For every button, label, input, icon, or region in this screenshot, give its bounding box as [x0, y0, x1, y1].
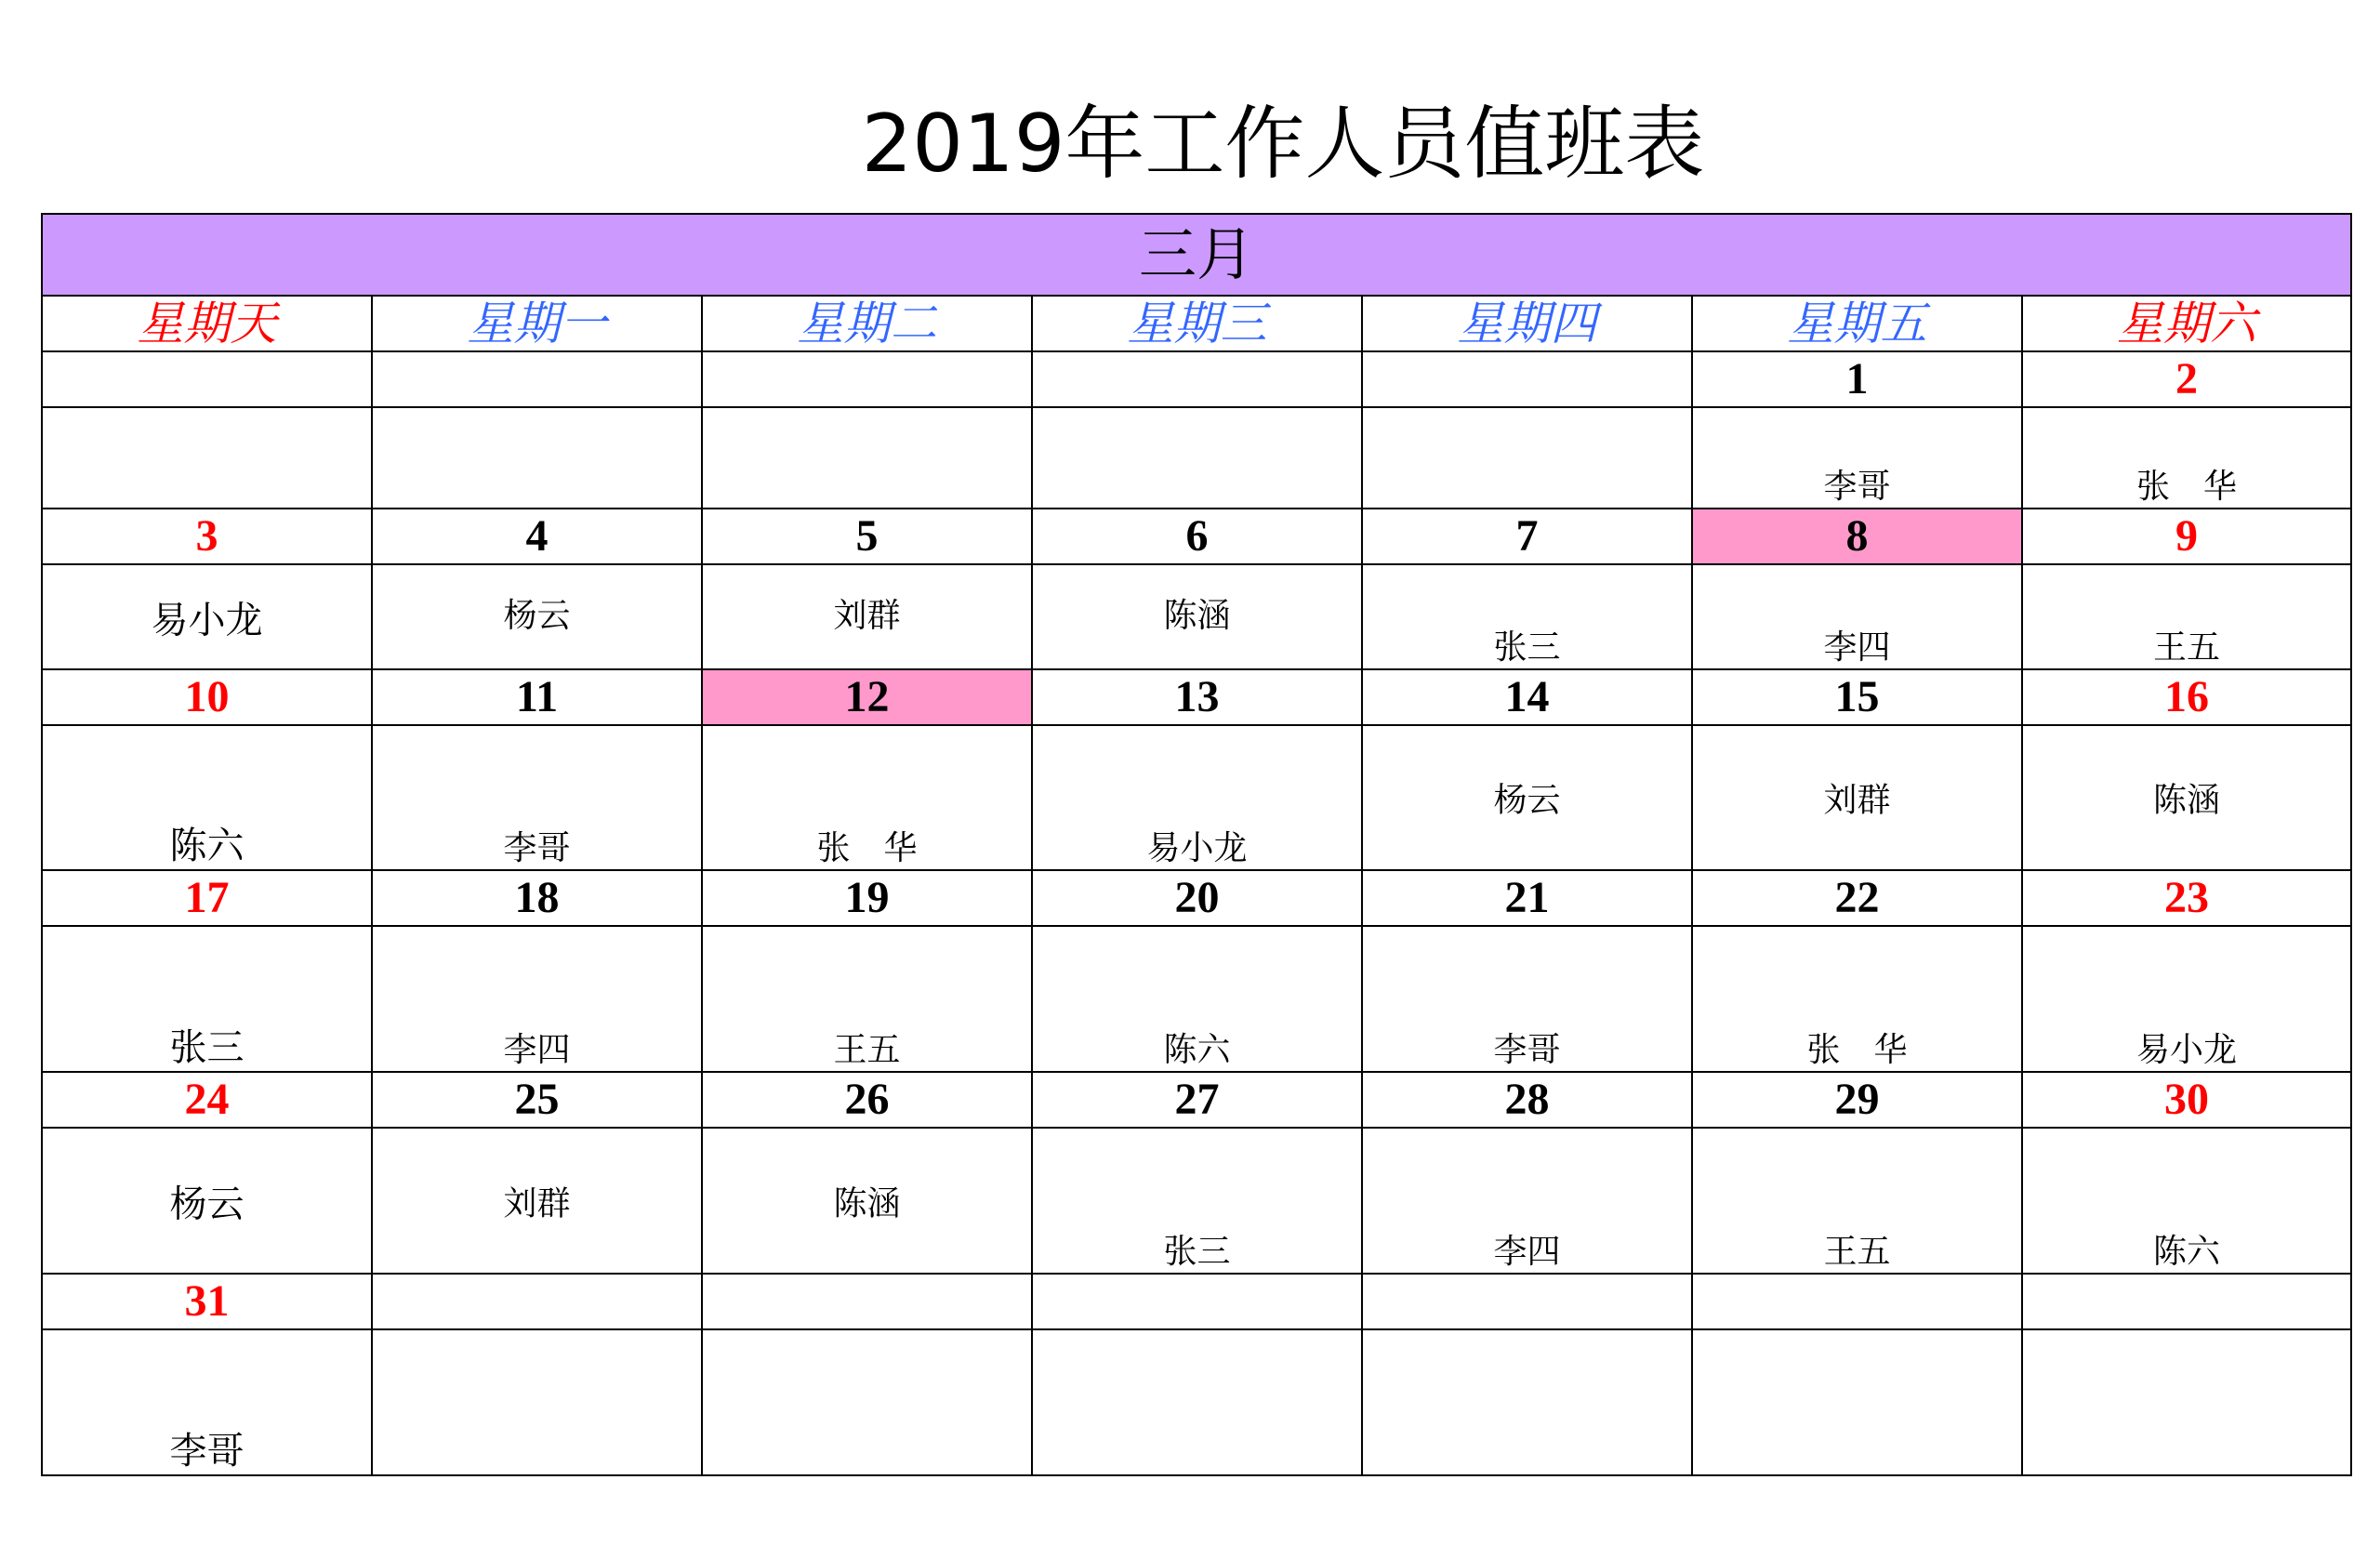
date-cell [1362, 1274, 1692, 1329]
duty-cell [702, 926, 1032, 1072]
duty-cell [2022, 725, 2351, 870]
date-cell: 22 [1692, 870, 2022, 926]
date-cell: 30 [2022, 1072, 2351, 1128]
date-cell: 28 [1362, 1072, 1692, 1128]
duty-name: 陈六 [169, 825, 245, 867]
duty-calendar-table [41, 213, 2352, 1476]
weekday-sunday: 星期天 [42, 296, 372, 351]
weekday-tuesday: 星期二 [702, 296, 1032, 351]
duty-name: 张 华 [2136, 468, 2238, 506]
duty-name: 刘群 [503, 1184, 571, 1222]
duty-cell [1692, 407, 2022, 509]
date-cell [702, 351, 1032, 407]
date-cell [372, 1274, 702, 1329]
duty-name: 杨云 [1493, 781, 1561, 820]
date-cell [2022, 1274, 2351, 1329]
duty-name: 陈涵 [2153, 781, 2221, 820]
name-row [42, 1128, 2351, 1274]
duty-name: 陈涵 [1163, 597, 1231, 635]
duty-name: 张三 [169, 1026, 245, 1069]
date-cell: 15 [1692, 669, 2022, 725]
date-cell [1032, 351, 1362, 407]
date-cell: 21 [1362, 870, 1692, 926]
date-cell-highlighted: 8 [1692, 509, 2022, 564]
duty-cell [702, 407, 1032, 509]
date-cell [42, 351, 372, 407]
duty-name: 刘群 [833, 597, 901, 635]
duty-cell [372, 407, 702, 509]
weekday-header-row [42, 296, 2351, 351]
date-cell [1362, 351, 1692, 407]
date-row [42, 351, 2351, 407]
date-cell: 14 [1362, 669, 1692, 725]
duty-name: 杨云 [169, 1183, 245, 1225]
duty-name: 易小龙 [151, 599, 263, 641]
date-cell: 3 [42, 509, 372, 564]
duty-cell [1032, 407, 1362, 509]
duty-name: 杨云 [503, 597, 571, 635]
duty-cell [1692, 1329, 2022, 1475]
month-header: 三月 [42, 214, 2351, 296]
duty-cell [2022, 1329, 2351, 1475]
weekday-wednesday: 星期三 [1032, 296, 1362, 351]
duty-cell [372, 926, 702, 1072]
date-cell-highlighted: 12 [702, 669, 1032, 725]
date-cell: 31 [42, 1274, 372, 1329]
date-cell: 10 [42, 669, 372, 725]
duty-name: 陈六 [1163, 1031, 1231, 1069]
date-cell [702, 1274, 1032, 1329]
date-row [42, 1274, 2351, 1329]
date-cell [1692, 1274, 2022, 1329]
duty-name: 李四 [1493, 1233, 1561, 1271]
date-cell: 23 [2022, 870, 2351, 926]
duty-cell [2022, 407, 2351, 509]
name-row [42, 564, 2351, 669]
duty-cell [372, 725, 702, 870]
date-cell: 25 [372, 1072, 702, 1128]
duty-cell [702, 725, 1032, 870]
date-cell: 18 [372, 870, 702, 926]
duty-cell [372, 1128, 702, 1274]
weekday-friday: 星期五 [1692, 296, 2022, 351]
duty-name: 陈涵 [833, 1184, 901, 1222]
date-cell: 6 [1032, 509, 1362, 564]
duty-cell [1032, 725, 1362, 870]
name-row [42, 407, 2351, 509]
date-cell: 13 [1032, 669, 1362, 725]
duty-cell [372, 564, 702, 669]
page-title: 2019年工作人员值班表 [861, 98, 1705, 191]
duty-cell [42, 1128, 372, 1274]
duty-name: 刘群 [1823, 781, 1891, 820]
duty-cell [1362, 1128, 1692, 1274]
date-cell: 11 [372, 669, 702, 725]
duty-cell [1032, 1128, 1362, 1274]
weekday-monday: 星期一 [372, 296, 702, 351]
name-row [42, 1329, 2351, 1475]
duty-name: 张 华 [816, 829, 918, 867]
date-cell: 17 [42, 870, 372, 926]
duty-cell [702, 564, 1032, 669]
duty-cell [702, 1329, 1032, 1475]
duty-cell [42, 564, 372, 669]
duty-cell [42, 1329, 372, 1475]
duty-cell [42, 725, 372, 870]
date-cell: 26 [702, 1072, 1032, 1128]
name-row [42, 725, 2351, 870]
duty-cell [1692, 725, 2022, 870]
duty-name: 李四 [503, 1031, 571, 1069]
duty-cell [1362, 725, 1692, 870]
duty-name: 李哥 [503, 829, 571, 867]
date-cell: 27 [1032, 1072, 1362, 1128]
date-cell: 2 [2022, 351, 2351, 407]
duty-name: 李哥 [1493, 1031, 1561, 1069]
duty-cell [42, 407, 372, 509]
date-cell: 9 [2022, 509, 2351, 564]
duty-name: 王五 [2153, 628, 2221, 667]
duty-cell [42, 926, 372, 1072]
duty-name: 陈六 [2153, 1233, 2221, 1271]
duty-name: 王五 [833, 1031, 901, 1069]
duty-cell [1692, 1128, 2022, 1274]
duty-name: 张三 [1163, 1233, 1231, 1271]
duty-cell [1692, 926, 2022, 1072]
duty-cell [372, 1329, 702, 1475]
duty-cell [1362, 1329, 1692, 1475]
date-cell: 7 [1362, 509, 1692, 564]
duty-cell [1032, 926, 1362, 1072]
date-cell: 16 [2022, 669, 2351, 725]
date-row [42, 669, 2351, 725]
weekday-thursday: 星期四 [1362, 296, 1692, 351]
duty-name: 张 华 [1806, 1031, 1908, 1069]
duty-cell [1362, 926, 1692, 1072]
duty-cell [2022, 564, 2351, 669]
date-cell: 29 [1692, 1072, 2022, 1128]
date-cell: 5 [702, 509, 1032, 564]
duty-cell [1032, 1329, 1362, 1475]
date-cell: 19 [702, 870, 1032, 926]
duty-cell [2022, 1128, 2351, 1274]
duty-cell [1692, 564, 2022, 669]
duty-cell [2022, 926, 2351, 1072]
duty-name: 李哥 [169, 1430, 245, 1473]
duty-name: 李哥 [1823, 468, 1891, 506]
duty-name: 易小龙 [2136, 1031, 2238, 1069]
date-cell: 20 [1032, 870, 1362, 926]
duty-cell [702, 1128, 1032, 1274]
date-row [42, 870, 2351, 926]
name-row [42, 926, 2351, 1072]
date-cell [1032, 1274, 1362, 1329]
date-cell: 1 [1692, 351, 2022, 407]
date-row [42, 1072, 2351, 1128]
weekday-saturday: 星期六 [2022, 296, 2351, 351]
duty-name: 李四 [1823, 628, 1891, 667]
duty-cell [1362, 564, 1692, 669]
duty-name: 张三 [1493, 628, 1561, 667]
duty-cell [1032, 564, 1362, 669]
duty-name: 易小龙 [1146, 829, 1248, 867]
date-cell: 4 [372, 509, 702, 564]
date-cell: 24 [42, 1072, 372, 1128]
duty-cell [1362, 407, 1692, 509]
date-row [42, 509, 2351, 564]
date-cell [372, 351, 702, 407]
duty-name: 王五 [1823, 1233, 1891, 1271]
